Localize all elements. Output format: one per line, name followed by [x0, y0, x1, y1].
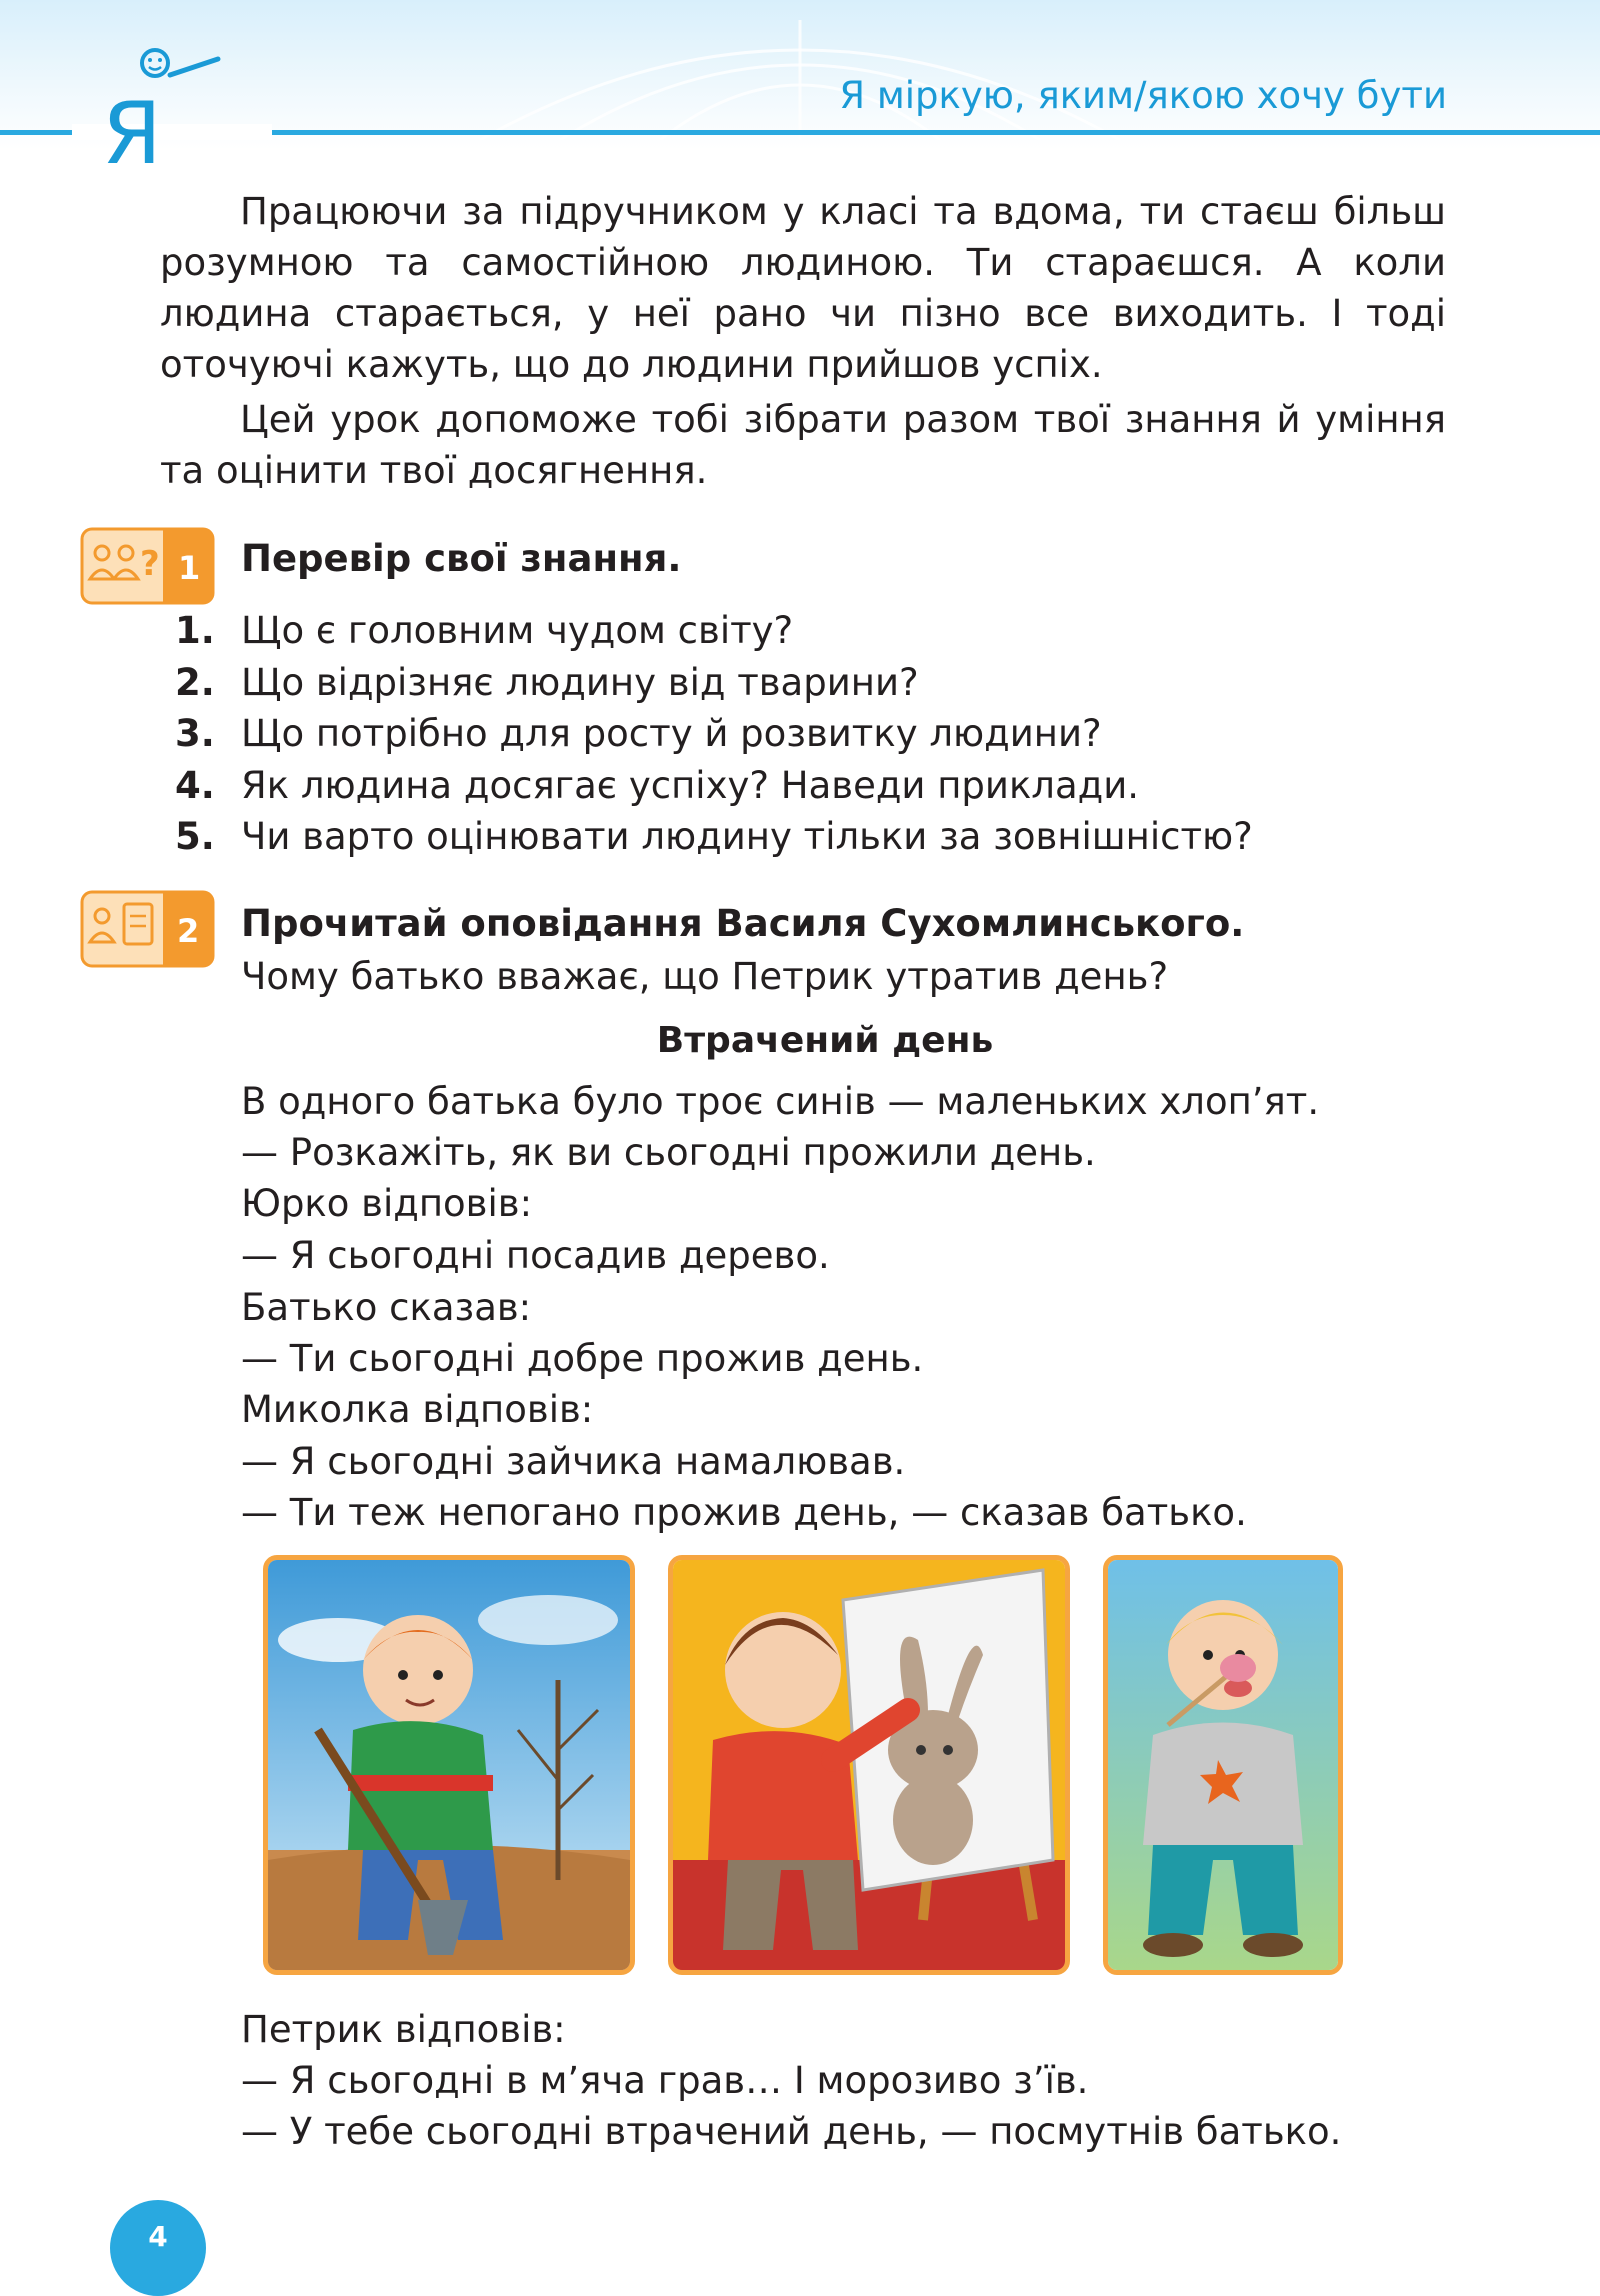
- story-line: — Ти сьогодні добре прожив день.: [241, 1337, 924, 1380]
- illustration-boy-drawing-bunny: [668, 1555, 1070, 1975]
- story-line: — Я сьогодні посадив дерево.: [241, 1234, 830, 1277]
- question-text: Чи варто оцінювати людину тільки за зовнішністю?: [241, 815, 1253, 858]
- question-number: 5.: [175, 815, 215, 858]
- question-item: [175, 605, 1253, 657]
- question-text: Що є головним чудом світу?: [241, 609, 794, 652]
- story-line: В одного батька було троє синів — маленьких хлоп’ят.: [241, 1080, 1320, 1123]
- story-line: Юрко відповів:: [241, 1182, 533, 1225]
- task-2-badge-icon: [80, 890, 215, 968]
- question-item: [175, 760, 1253, 812]
- intro-paragraph-1: Працюючи за підручником у класі та вдома, ти стаєш більш розумною та самостійною людиною. Ти стараєшся. А коли людина старається, у неї рано чи пізно все виходить. І тоді оточуючі кажуть, що до людини прийшов успіх.: [160, 190, 1446, 386]
- story-title: Втрачений день: [656, 1020, 994, 1061]
- question-text: Що потрібно для росту й розвитку людини?: [241, 712, 1102, 755]
- question-item: [175, 708, 1253, 760]
- question-number: 4.: [175, 763, 215, 807]
- task-1-badge-icon: [80, 527, 215, 605]
- svg-text:?: ?: [140, 544, 160, 584]
- question-item: [175, 657, 1253, 709]
- story-line: — Розкажіть, як ви сьогодні прожили день.: [241, 1131, 1096, 1174]
- svg-text:1: 1: [178, 549, 201, 587]
- task-2-title: Прочитай оповідання Василя Сухомлинського.: [241, 902, 1245, 945]
- question-number: 1.: [175, 609, 215, 652]
- intro-paragraph-2: Цей урок допоможе тобі зібрати разом твої знання й уміння та оцінити твої досягнення.: [160, 398, 1446, 492]
- story-line: Батько сказав:: [241, 1286, 532, 1329]
- question-text: Як людина досягає успіху? Наведи приклади.: [241, 763, 1140, 807]
- running-title: Я міркую, яким/якою хочу бути: [839, 74, 1447, 117]
- story-line: — Я сьогодні зайчика намалював.: [241, 1440, 906, 1483]
- svg-text:Я: Я: [102, 84, 162, 170]
- illustration-boy-eating-ice-cream: [1103, 1555, 1343, 1975]
- task-2-subtitle: Чому батько вважає, що Петрик утратив день?: [241, 955, 1169, 998]
- story-line: — Я сьогодні в м’яча грав… І морозиво з’їв.: [241, 2059, 1089, 2102]
- svg-text:2: 2: [177, 912, 200, 950]
- question-list: [175, 605, 1253, 863]
- page-number-badge: [110, 2200, 206, 2296]
- illustration-boy-planting-tree: [263, 1555, 635, 1975]
- story-line: — У тебе сьогодні втрачений день, — посмутнів батько.: [241, 2110, 1342, 2153]
- task-1-title: Перевір свої знання.: [241, 537, 682, 580]
- story-line: Петрик відповів:: [241, 2008, 566, 2051]
- question-text: Що відрізняє людину від тварини?: [241, 660, 919, 704]
- question-item: [175, 811, 1253, 863]
- ya-logo-icon: [100, 45, 230, 170]
- page-number: 4: [148, 2220, 168, 2253]
- header-arcs: [0, 0, 1600, 140]
- story-line: Миколка відповів:: [241, 1388, 594, 1431]
- story-line: — Ти теж непогано прожив день, — сказав батько.: [241, 1491, 1247, 1534]
- question-number: 3.: [175, 712, 215, 755]
- question-number: 2.: [175, 660, 215, 704]
